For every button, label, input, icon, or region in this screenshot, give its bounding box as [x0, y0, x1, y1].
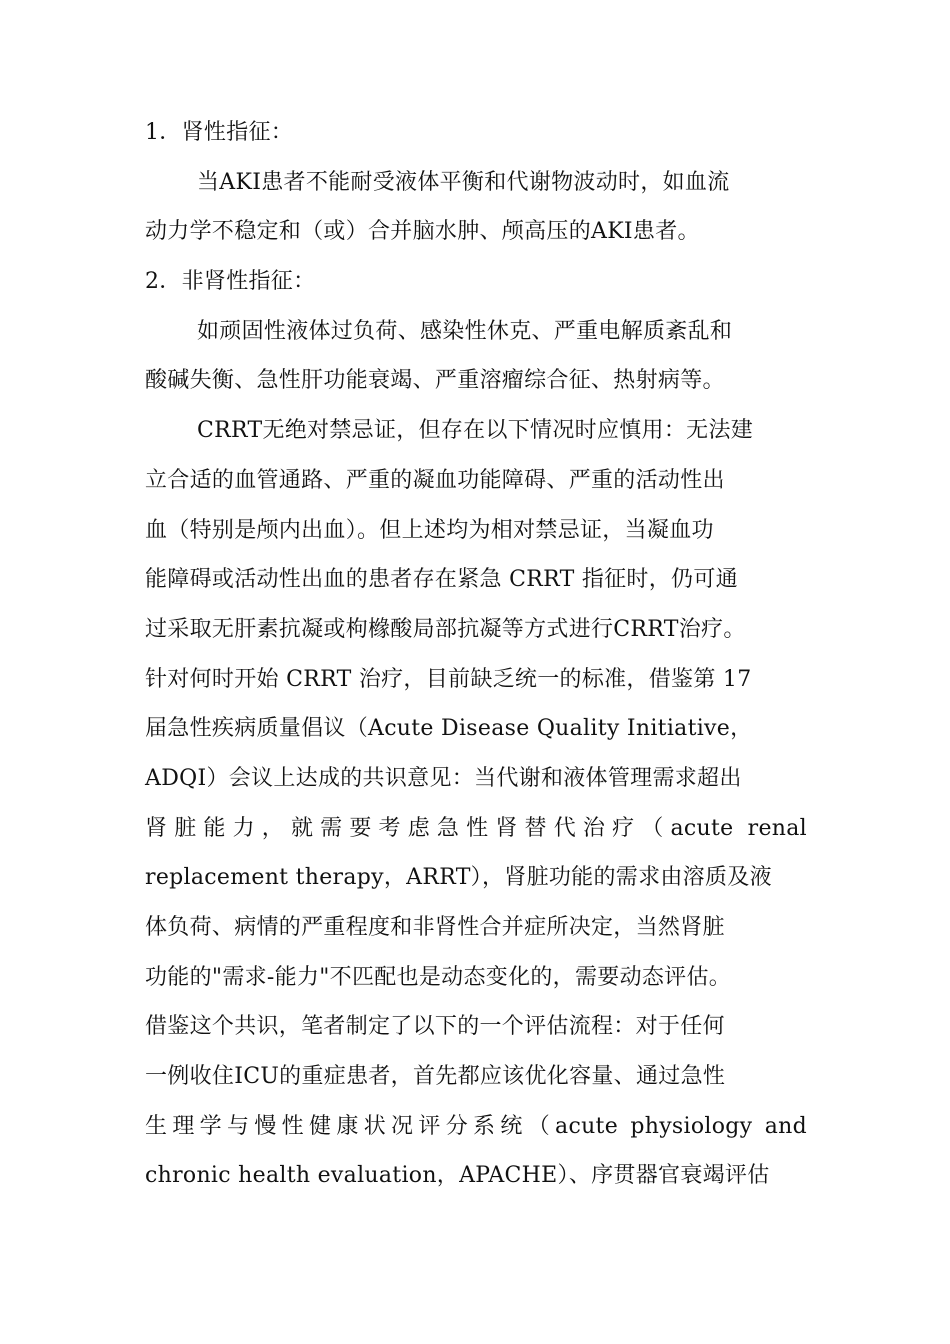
paragraph-line: 生理学与慢性健康状况评分系统（acute physiology and	[145, 1113, 807, 1139]
paragraph-line: 届急性疾病质量倡议（Acute Disease Quality Initiative，	[145, 716, 753, 742]
paragraph-line: 酸碱失衡、急性肝功能衰竭、严重溶瘤综合征、热射病等。	[145, 368, 725, 394]
paragraph-line: 过采取无肝素抗凝或枸橼酸局部抗凝等方式进行CRRT治疗。	[145, 616, 746, 642]
paragraph-line: ADQI）会议上达成的共识意见：当代谢和液体管理需求超出	[145, 765, 742, 791]
paragraph-line: 体负荷、病情的严重程度和非肾性合并症所决定，当然肾脏	[145, 915, 725, 940]
document-body	[145, 108, 807, 1201]
paragraph-line: chronic health evaluation，APACHE）、序贯器官衰竭评估	[145, 1163, 770, 1189]
paragraph-line: 立合适的血管通路、严重的凝血功能障碍、严重的活动性出	[145, 467, 725, 493]
paragraph-line: 血（特别是颅内出血）。但上述均为相对禁忌证，当凝血功	[145, 517, 714, 543]
paragraph-line: 一例收住ICU的重症患者，首先都应该优化容量、通过急性	[145, 1064, 726, 1090]
heading-nonrenal-indications: 2．非肾性指征：	[145, 269, 316, 295]
paragraph-line: 针对何时开始 CRRT 治疗，目前缺乏统一的标准，借鉴第 17	[145, 666, 752, 692]
paragraph-line: 如顽固性液体过负荷、感染性休克、严重电解质紊乱和	[197, 318, 733, 344]
paragraph-line: 肾脏能力，就需要考虑急性肾替代治疗（acute renal	[145, 815, 807, 841]
paragraph-line: 功能的"需求-能力"不匹配也是动态变化的，需要动态评估。	[145, 964, 732, 990]
paragraph-line: 当AKI患者不能耐受液体平衡和代谢物波动时，如血流	[197, 169, 730, 195]
paragraph-line: 动力学不稳定和（或）合并脑水肿、颅高压的AKI患者。	[145, 219, 700, 245]
paragraph-line: replacement therapy，ARRT），肾脏功能的需求由溶质及液	[145, 865, 772, 891]
paragraph-line: CRRT无绝对禁忌证，但存在以下情况时应慎用：无法建	[197, 418, 754, 444]
paragraph-line: 借鉴这个共识，笔者制定了以下的一个评估流程：对于任何	[145, 1014, 725, 1040]
paragraph-line: 能障碍或活动性出血的患者存在紧急 CRRT 指征时，仍可通	[145, 567, 738, 593]
heading-renal-indications: 1．肾性指征：	[145, 120, 294, 145]
